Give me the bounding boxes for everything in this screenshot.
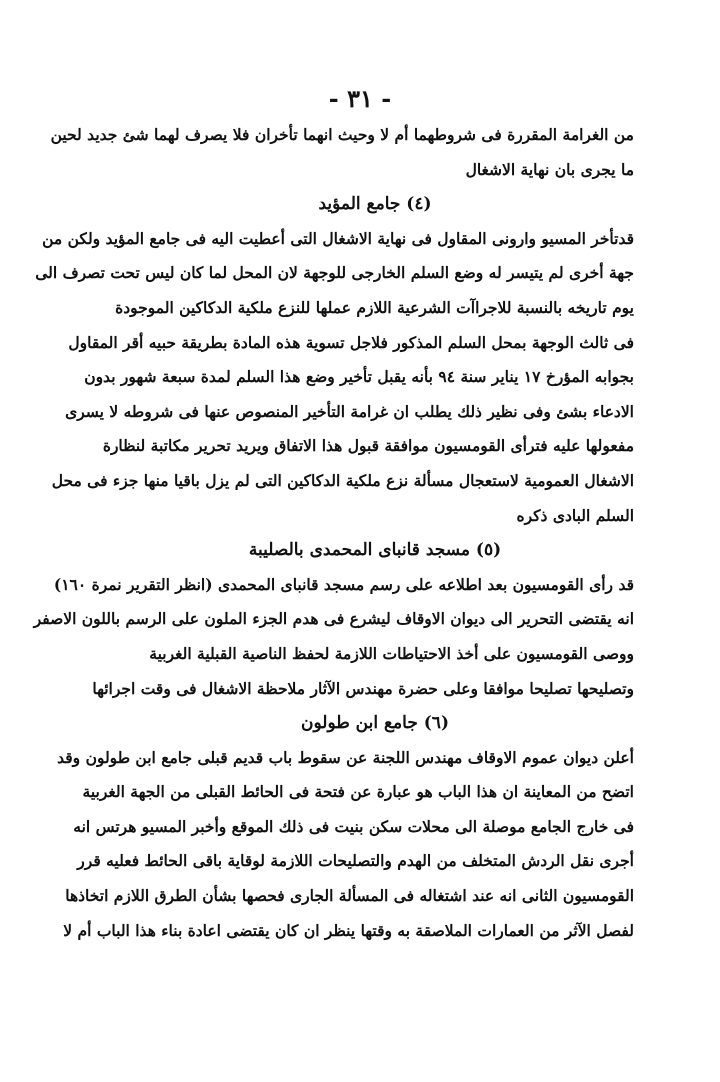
text-line: مفعولها عليه فترأى القومسيون موافقة قبول هذا الاتفاق ويريد تحرير مكاتبة لنظارة — [102, 436, 634, 456]
text-line: انه يقتضى التحرير الى ديوان الاوقاف ليشرع فى هدم الجزء الملون على الرسم باللون الاصفر — [33, 609, 634, 629]
text-line: قد رأى القومسيون بعد اطلاعه على رسم مسجد قانباى المحمدى (انظر التقرير نمرة ١٦٠) — [53, 574, 634, 594]
text-line: الاشغال العمومية لاستعجال مسألة نزع ملكية الدكاكين التى لم يزل باقيا منها جزء فى محل — [51, 470, 634, 490]
text-line: اتضح من المعاينة ان هذا الباب هو عبارة عن فتحة فى الحائط القبلى من الجهة الغربية — [82, 782, 634, 802]
text-line: فى خارج الجامع موصلة الى محلات سكن بنيت فى ذلك الموقع وأخبر المسيو هرتس انه — [73, 816, 634, 836]
text-line: جهة أخرى لم يتيسر له وضع السلم الخارجى للوجهة لان المحل لما كان ليس تحت تصرف الى — [35, 263, 634, 283]
section-heading: (٦) جامع ابن طولون — [301, 713, 449, 734]
text-line: السلم البادى ذكره — [516, 505, 634, 525]
text-line: من الغرامة المقررة فى شروطهما أم لا وحيث انهما تأخران فلا يصرف لهما شئ جديد لحين — [50, 125, 634, 144]
text-line: يوم تاريخه بالنسبة للاجراآت الشرعية اللازم عملها للنزع ملكية الدكاكين الموجودة — [115, 297, 634, 317]
text-line: قدتأخر المسيو وارونى المقاول فى نهاية الاشغال التى أعطيت اليه فى جامع المؤيد ولكن من — [42, 228, 634, 248]
text-line: ما يجرى بان نهاية الاشغال — [465, 159, 634, 179]
text-line: القومسيون الثانى انه عند اشتغاله فى المسألة الجارى فحصها بشأن الطرق اللازم اتخاذها — [65, 886, 634, 906]
section-heading: (٤) جامع المؤيد — [318, 194, 432, 215]
text-line: ووصى القومسيون على أخذ الاحتياطات اللازمة لحفظ الناصية القبلية الغربية — [149, 643, 634, 663]
page-number: - ٣١ - — [328, 84, 392, 113]
text-line: أجرى نقل الردش المتخلف من الهدم والتصليحات اللازمة لوقاية باقى الحائط فعليه قرر — [77, 851, 634, 871]
section-heading: (٥) مسجد قانباى المحمدى بالصليبة — [248, 540, 502, 561]
text-line: وتصليحها تصليحا موافقا وعلى حضرة مهندس الآثار ملاحظة الاشغال فى وقت اجرائها — [92, 678, 634, 698]
text-line: الادعاء بشئ وفى نظير ذلك يطلب ان غرامة التأخير المنصوص عنها فى شروطه لا يسرى — [65, 401, 634, 421]
text-line: لفصل الآثر من العمارات الملاصقة به وقتها ينظر ان كان يقتضى اعادة بناء هذا الباب أم لا — [63, 920, 634, 940]
page-body — [33, 124, 634, 954]
text-line: أعلن ديوان عموم الاوقاف مهندس اللجنة عن سقوط باب قديم قبلى جامع ابن طولون وقد — [57, 747, 634, 767]
text-line: فى ثالث الوجهة بمحل السلم المذكور فلاجل تسوية هذه المادة بطريقة حبيه أقر المقاول — [68, 332, 634, 352]
text-line: بجوابه المؤرخ ١٧ يناير سنة ٩٤ بأنه يقبل تأخير وضع هذا السلم لمدة سبعة شهور بدون — [84, 367, 634, 387]
